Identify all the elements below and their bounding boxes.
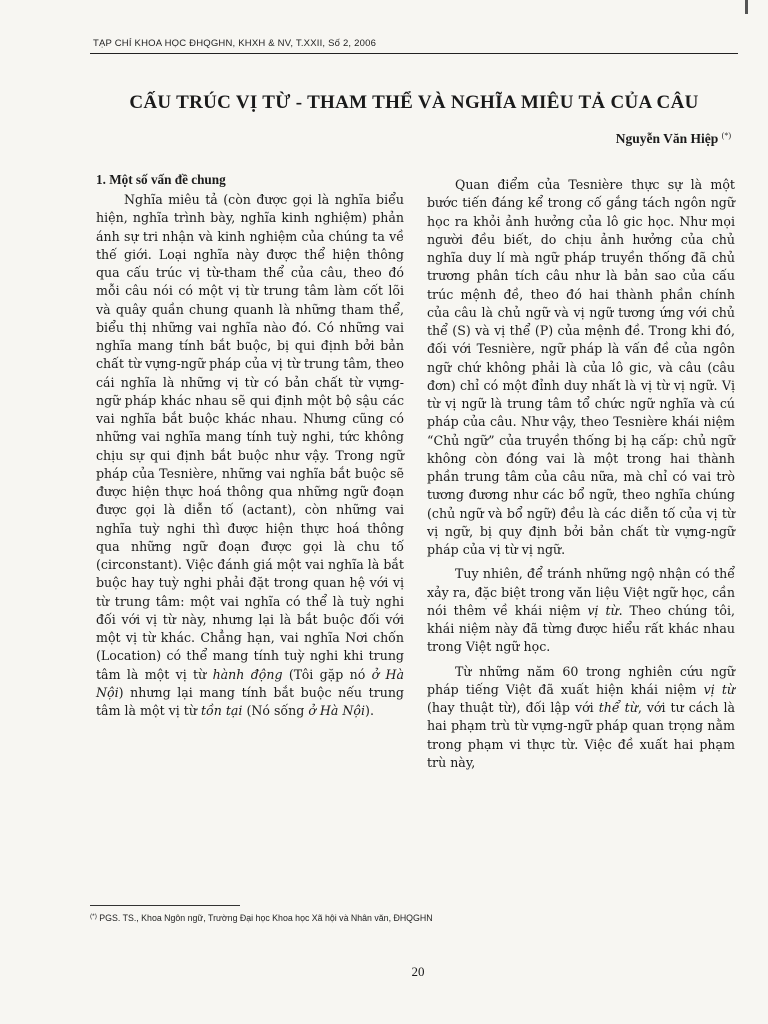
right-column (427, 176, 735, 778)
left-column (96, 171, 404, 726)
paragraph-4 (427, 663, 735, 773)
footnote-rule (90, 905, 240, 906)
paragraph-4-text-a: Từ những năm 60 trong nghiên cứu ngữ pháp tiếng Việt đã xuất hiện khái niệm (427, 663, 735, 697)
paragraph-1-text-e: ). (365, 703, 374, 718)
footnote-text: PGS. TS., Khoa Ngôn ngữ, Trường Đại học Khoa học Xã hội và Nhân văn, ĐHQGHN (96, 913, 433, 923)
paragraph-1 (96, 191, 404, 720)
author-line (616, 131, 731, 147)
page-number: 20 (411, 964, 425, 979)
author-name: Nguyễn Văn Hiệp (615, 131, 719, 146)
footnote-mark: (*) (90, 913, 97, 920)
paragraph-2: Quan điểm của Tesnière thực sự là một bước tiến đáng kể trong cố gắng tách ngôn ngữ học ra khỏi ảnh hưởng của lô gic học. Như mọi người đều biết, do chịu ảnh hưởng của chủ nghĩa duy lí mà ngữ pháp truyền thống đã chủ trương phân tích câu như là bản sao của cấu trúc mệnh đề, theo đó hai thành phần chính của câu là chủ ngữ và vị ngữ tương ứng với chủ thể (S) và vị thể (P) của mệnh đề. Trong khi đó, đối với Tesnière, ngữ pháp là vấn đề của ngôn ngữ chứ không phải là của lô gic, và câu (câu đơn) chỉ có một đỉnh duy nhất là vị từ vị ngữ. Vị từ vị ngữ là trung tâm tổ chức ngữ nghĩa và cú pháp của câu. Như vậy, theo Tesnière khái niệm “Chủ ngữ” của truyền thống bị hạ cấp: chủ ngữ không còn đóng vai là một trong hai thành phần trung tâm của câu nữa, mà chỉ có vai trò tương đương như các bổ ngữ, theo nghĩa chúng (chủ ngữ và bổ ngữ) đều là các diễn tố của vị từ vị ngữ, bị quy định bởi bản chất từ vựng-ngữ pháp của vị từ vị ngữ. (427, 177, 735, 557)
paragraph-4-text-c: , với tư cách là hai phạm trù từ vựng-ngữ pháp quan trọng nằm trong phạm vi thực từ. Việc đề xuất hai phạm trù này, (427, 700, 735, 770)
paragraph-4-text-b: (hay thuật từ), đối lập với (427, 700, 599, 715)
footnote (90, 913, 433, 923)
header-rule (90, 53, 738, 54)
section-heading: 1. Một số vấn đề chung (96, 172, 226, 187)
scan-edge-mark (745, 0, 748, 14)
paragraph-1-text-c: ) nhưng lại mang tính bắt buộc nếu trung tâm là một vị từ (96, 684, 404, 718)
paragraph-1-text-a: Nghĩa miêu tả (còn được gọi là nghĩa biểu hiện, nghĩa trình bày, nghĩa kinh nghiệm) phản ánh sự tri nhận và kinh nghiệm của chúng ta về thế giới. Loại nghĩa này được thể hiện thông qua cấu trúc vị từ-tham thể của câu, theo đó mỗi câu nói có một vị từ trung tâm làm cốt lõi và quây quần chung quanh là những tham thể, biểu thị những vai nghĩa nào đó. Có những vai nghĩa mang tính bắt buộc, bị qui định bởi bản chất từ vựng-ngữ pháp của vị từ trung tâm, theo cái nghĩa là những vị từ có bản chất từ vựng-ngữ pháp khác nhau sẽ qui định một bộ sậu các vai nghĩa bắt buộc khác nhau. Nhưng cũng có những vai nghĩa mang tính tuỳ nghi, tức không chịu sự qui định bắt buộc như vậy. Trong ngữ pháp của Tesnière, những vai nghĩa bắt buộc sẽ được hiện thực hoá thông qua những ngữ đoạn được gọi là diễn tố (actant), còn những vai nghĩa tuỳ nghi thì được hiện thực hoá thông qua những ngữ đoạn được gọi là chu tố (circonstant). Việc đánh giá một vai nghĩa là bắt buộc hay tuỳ nghi phải đặt trong quan hệ với vị từ trung tâm: một vai nghĩa có thể là tuỳ nghi đối với vị từ này, nhưng lại là bắt buộc đối với một vị từ khác. Chẳng hạn, vai nghĩa Nơi chốn (Location) có thể mang tính tuỳ nghi khi trung tâm là một vị từ (96, 192, 404, 682)
paragraph-1-emphasis-3: tồn tại (200, 703, 243, 718)
paragraph-1-text-b: (Tôi gặp nó (282, 666, 372, 682)
author-footnote-mark: (*) (721, 131, 731, 140)
paragraph-4-emphasis-1: vị từ (703, 681, 735, 697)
paragraph-3-text-a: Tuy nhiên, để tránh những ngộ nhận có thể xảy ra, đặc biệt trong văn liệu Việt ngữ học, cần nói thêm về khái niệm (427, 566, 735, 618)
article-title: CẤU TRÚC VỊ TỪ - THAM THỂ VÀ NGHĨA MIÊU TẢ CỦA CÂU (129, 91, 699, 113)
paragraph-1-emphasis-2: ở Hà Nội (96, 666, 405, 700)
paragraph-1-emphasis-1: hành động (212, 666, 283, 682)
journal-header: TẠP CHÍ KHOA HỌC ĐHQGHN, KHXH & NV, T.XXII, Số 2, 2006 (93, 38, 377, 49)
paragraph-3-emphasis: vị từ (587, 602, 619, 618)
paragraph-3-text-b: . Theo chúng tôi, khái niệm này đã từng được hiểu rất khác nhau trong Việt ngữ học. (427, 602, 736, 655)
paragraph-3 (427, 565, 735, 656)
paragraph-1-text-d: (Nó sống (242, 703, 309, 718)
paragraph-1-emphasis-4: ở Hà Nội (308, 703, 366, 718)
paragraph-4-emphasis-2: thể từ (598, 700, 638, 715)
